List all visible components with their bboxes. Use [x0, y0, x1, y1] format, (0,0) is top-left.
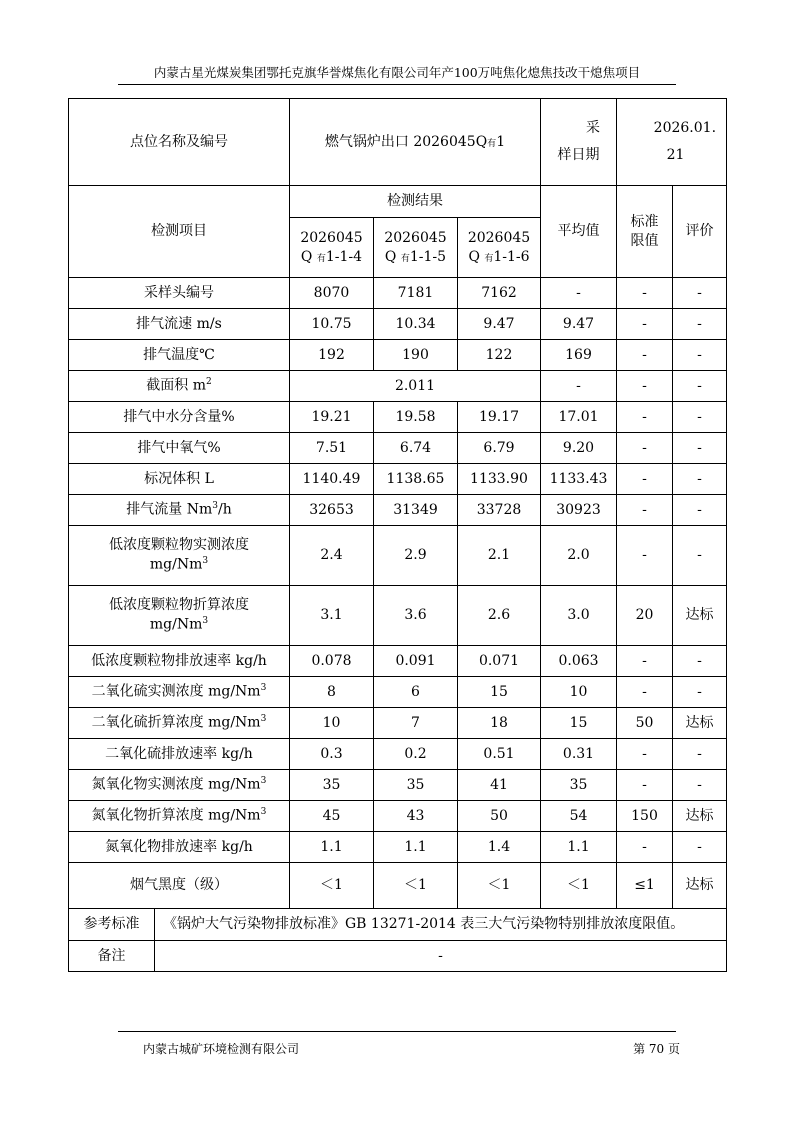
row-value: 33728: [458, 495, 541, 526]
row-merged-value: 2.011: [290, 371, 541, 402]
row-value: 15: [458, 677, 541, 708]
table-row: [69, 801, 727, 832]
row-avg: 54: [541, 801, 617, 832]
row-value: 18: [458, 708, 541, 739]
row-item: 低浓度颗粒物实测浓度 mg/Nm$^3$: [69, 526, 290, 586]
table-row: [69, 677, 727, 708]
row-value: 0.51: [458, 739, 541, 770]
row-limit: -: [617, 770, 673, 801]
remark-value: -: [155, 941, 727, 972]
row-value: 9.47: [458, 309, 541, 340]
head-sample-2: 2026045 Q 有1-1-5: [374, 218, 458, 278]
row-item: 排气温度℃: [69, 340, 290, 371]
row-eval: -: [673, 495, 727, 526]
row-value: 6: [374, 677, 458, 708]
row-value: 1.1: [290, 832, 374, 863]
row-value: 41: [458, 770, 541, 801]
row-avg: 9.20: [541, 433, 617, 464]
row-eval: 达标: [673, 863, 727, 909]
row-limit: -: [617, 464, 673, 495]
table-row: [69, 739, 727, 770]
row-avg: 1133.43: [541, 464, 617, 495]
table-row: [69, 309, 727, 340]
row-item: 排气流量 Nm$^3$/h: [69, 495, 290, 526]
row-value: 2.4: [290, 526, 374, 586]
table-row: [69, 371, 727, 402]
row-avg: 9.47: [541, 309, 617, 340]
row-item: 排气中水分含量%: [69, 402, 290, 433]
row-item: 截面积 $m^2$: [69, 371, 290, 402]
row-limit: -: [617, 646, 673, 677]
head-limit: 标准 限值: [617, 186, 673, 278]
row-value: 122: [458, 340, 541, 371]
row-limit: 50: [617, 708, 673, 739]
row-value: ＜1: [374, 863, 458, 909]
row-limit: -: [617, 371, 673, 402]
row-value: 6.79: [458, 433, 541, 464]
head-item: 检测项目: [69, 186, 290, 278]
row-value: 0.091: [374, 646, 458, 677]
row-value: 0.078: [290, 646, 374, 677]
monitoring-table: [68, 98, 727, 972]
row-eval: -: [673, 770, 727, 801]
row-limit: 150: [617, 801, 673, 832]
row-limit: -: [617, 278, 673, 309]
row-value: 0.071: [458, 646, 541, 677]
row-value: 7.51: [290, 433, 374, 464]
row-value: 10.75: [290, 309, 374, 340]
row-item: 低浓度颗粒物折算浓度 mg/Nm$^3$: [69, 586, 290, 646]
point-label: 点位名称及编号: [69, 99, 290, 186]
row-value: 50: [458, 801, 541, 832]
row-value: 0.3: [290, 739, 374, 770]
row-avg: 17.01: [541, 402, 617, 433]
row-value: 2.1: [458, 526, 541, 586]
table-row: [69, 770, 727, 801]
row-avg: ＜1: [541, 863, 617, 909]
row-value: 3.6: [374, 586, 458, 646]
footer-page-number: 第 70 页: [633, 1042, 680, 1056]
table-row: [69, 526, 727, 586]
table-row: [69, 433, 727, 464]
table-row: [69, 340, 727, 371]
row-value: 8070: [290, 278, 374, 309]
row-eval: 达标: [673, 586, 727, 646]
row-value: 190: [374, 340, 458, 371]
row-item: 标况体积 L: [69, 464, 290, 495]
sampling-date-label: 采 样日期: [541, 99, 617, 186]
row-value: 43: [374, 801, 458, 832]
row-avg: -: [541, 371, 617, 402]
row-value: 8: [290, 677, 374, 708]
row-eval: 达标: [673, 801, 727, 832]
row-limit: -: [617, 526, 673, 586]
row-eval: -: [673, 526, 727, 586]
row-limit: -: [617, 402, 673, 433]
row-value: 31349: [374, 495, 458, 526]
point-value: 燃气锅炉出口 2026045Q有1: [290, 99, 541, 186]
row-eval: -: [673, 278, 727, 309]
row-value: 3.1: [290, 586, 374, 646]
row-avg: 3.0: [541, 586, 617, 646]
sampling-date-value: 2026.01. 21: [617, 99, 727, 186]
row-eval: 达标: [673, 708, 727, 739]
row-value: 1133.90: [458, 464, 541, 495]
row-limit: -: [617, 832, 673, 863]
row-limit: -: [617, 739, 673, 770]
row-eval: -: [673, 677, 727, 708]
remark-label: 备注: [69, 941, 155, 972]
row-eval: -: [673, 832, 727, 863]
row-avg: 2.0: [541, 526, 617, 586]
row-value: ＜1: [458, 863, 541, 909]
row-item: 氮氧化物排放速率 kg/h: [69, 832, 290, 863]
row-limit: -: [617, 309, 673, 340]
row-item: 排气中氧气%: [69, 433, 290, 464]
row-item: 氮氧化物实测浓度 mg/Nm$^3$: [69, 770, 290, 801]
row-item: 低浓度颗粒物排放速率 kg/h: [69, 646, 290, 677]
row-value: 1138.65: [374, 464, 458, 495]
head-sample-1: 2026045 Q 有1-1-4: [290, 218, 374, 278]
row-eval: -: [673, 340, 727, 371]
table-row: [69, 402, 727, 433]
row-avg: 169: [541, 340, 617, 371]
row-avg: 0.063: [541, 646, 617, 677]
row-eval: -: [673, 433, 727, 464]
row-value: 32653: [290, 495, 374, 526]
row-item: 二氧化硫排放速率 kg/h: [69, 739, 290, 770]
header-divider: [118, 84, 676, 85]
row-limit: -: [617, 433, 673, 464]
row-avg: 15: [541, 708, 617, 739]
reference-value: 《锅炉大气污染物排放标准》GB 13271-2014 表三大气污染物特别排放浓度限值。: [155, 909, 727, 941]
row-avg: -: [541, 278, 617, 309]
row-value: 35: [374, 770, 458, 801]
row-avg: 10: [541, 677, 617, 708]
row-value: ＜1: [290, 863, 374, 909]
row-limit: -: [617, 340, 673, 371]
page-header: 内蒙古星光煤炭集团鄂托克旗华誉煤焦化有限公司年产100万吨焦化熄焦技改干熄焦项目: [153, 65, 641, 80]
row-avg: 1.1: [541, 832, 617, 863]
table-row: [69, 832, 727, 863]
row-value: 7162: [458, 278, 541, 309]
row-value: 2.9: [374, 526, 458, 586]
row-avg: 35: [541, 770, 617, 801]
row-limit: -: [617, 677, 673, 708]
row-limit: -: [617, 495, 673, 526]
row-eval: -: [673, 646, 727, 677]
row-value: 19.21: [290, 402, 374, 433]
row-value: 10.34: [374, 309, 458, 340]
table-row: [69, 646, 727, 677]
row-value: 6.74: [374, 433, 458, 464]
row-value: 19.58: [374, 402, 458, 433]
row-value: 1.4: [458, 832, 541, 863]
row-item: 排气流速 m/s: [69, 309, 290, 340]
row-value: 192: [290, 340, 374, 371]
row-avg: 30923: [541, 495, 617, 526]
row-limit: ≤1: [617, 863, 673, 909]
table-row: [69, 495, 727, 526]
row-value: 1140.49: [290, 464, 374, 495]
row-value: 45: [290, 801, 374, 832]
head-avg: 平均值: [541, 186, 617, 278]
row-avg: 0.31: [541, 739, 617, 770]
table-row: [69, 278, 727, 309]
table-row: [69, 464, 727, 495]
row-eval: -: [673, 309, 727, 340]
table-row: [69, 863, 727, 909]
row-eval: -: [673, 402, 727, 433]
table-row: [69, 586, 727, 646]
row-value: 2.6: [458, 586, 541, 646]
row-value: 7: [374, 708, 458, 739]
footer-company: 内蒙古城矿环境检测有限公司: [143, 1042, 300, 1056]
row-item: 采样头编号: [69, 278, 290, 309]
row-eval: -: [673, 739, 727, 770]
row-value: 19.17: [458, 402, 541, 433]
row-value: 7181: [374, 278, 458, 309]
row-item: 二氧化硫折算浓度 mg/Nm$^3$: [69, 708, 290, 739]
reference-label: 参考标准: [69, 909, 155, 941]
head-results: 检测结果: [290, 186, 541, 218]
row-value: 10: [290, 708, 374, 739]
row-limit: 20: [617, 586, 673, 646]
row-eval: -: [673, 464, 727, 495]
table-row: [69, 708, 727, 739]
row-item: 二氧化硫实测浓度 mg/Nm$^3$: [69, 677, 290, 708]
row-value: 0.2: [374, 739, 458, 770]
row-eval: -: [673, 371, 727, 402]
footer-divider: [118, 1031, 676, 1032]
head-sample-3: 2026045 Q 有1-1-6: [458, 218, 541, 278]
row-value: 1.1: [374, 832, 458, 863]
row-value: 35: [290, 770, 374, 801]
row-item: 氮氧化物折算浓度 mg/Nm$^3$: [69, 801, 290, 832]
row-item: 烟气黑度（级）: [69, 863, 290, 909]
head-eval: 评价: [673, 186, 727, 278]
